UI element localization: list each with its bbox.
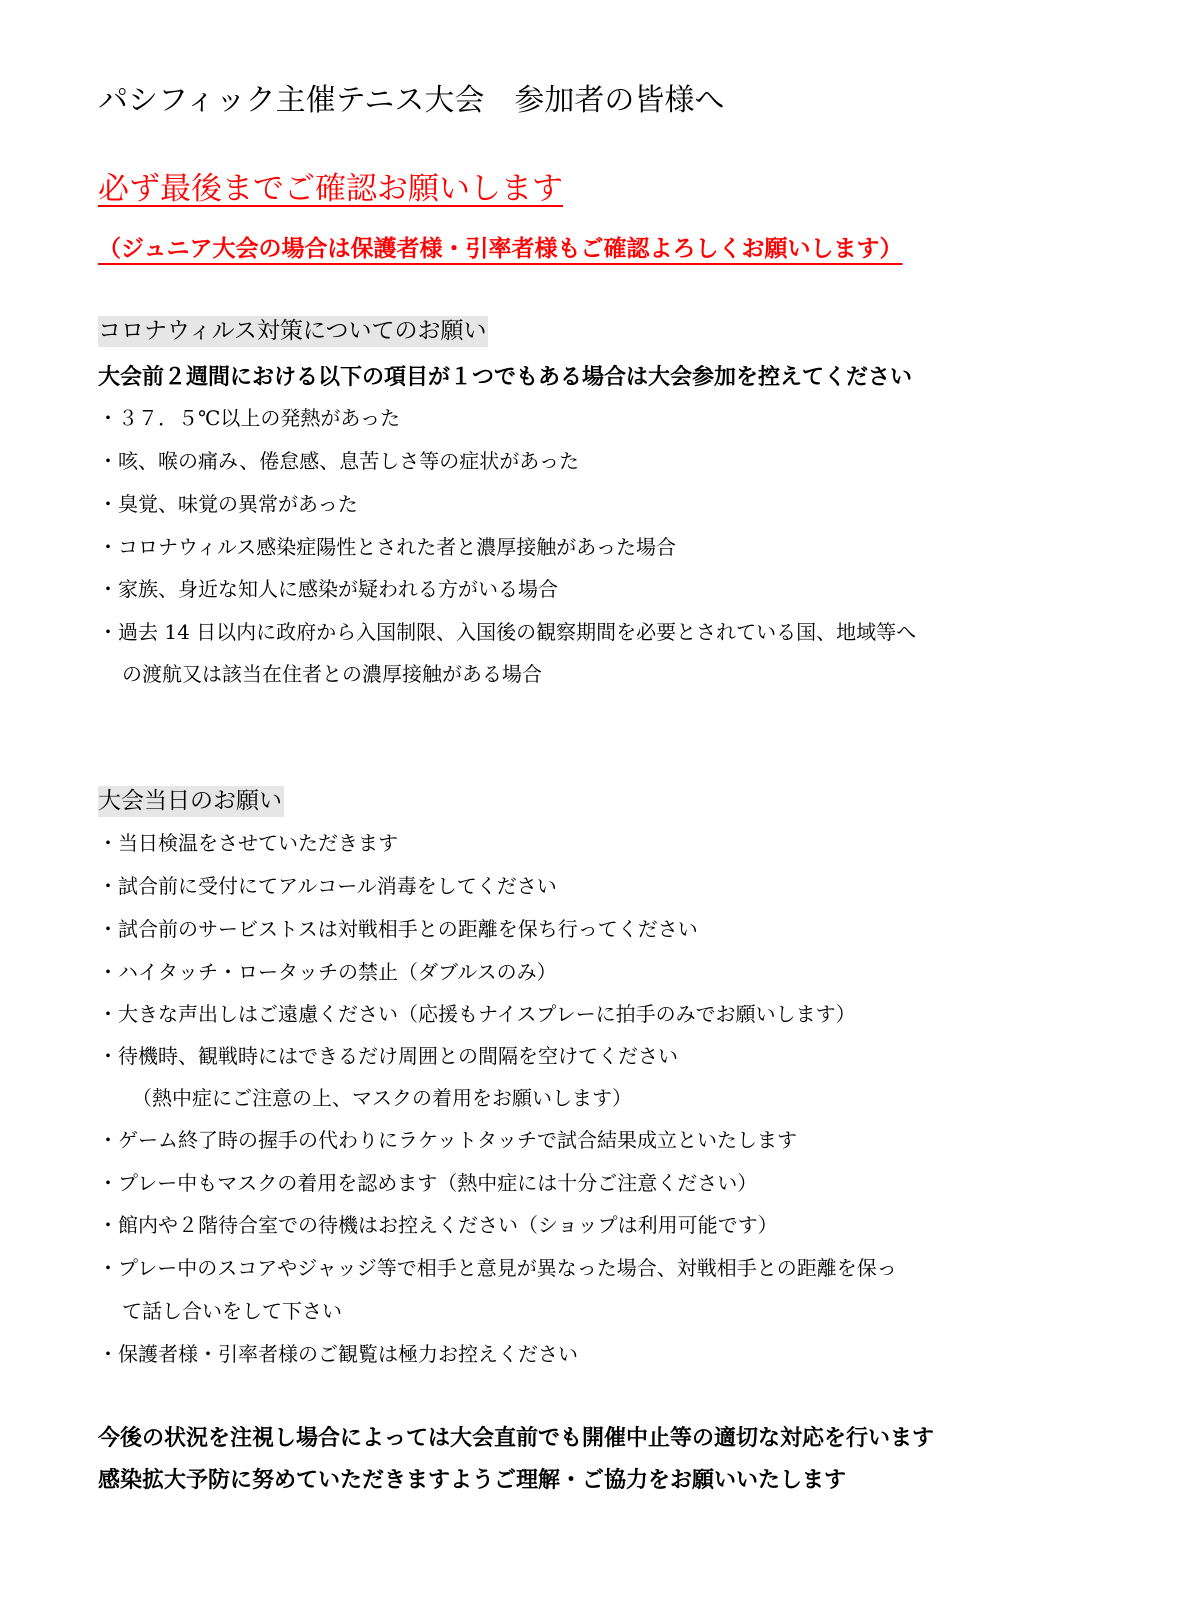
list-item: ・ゲーム終了時の握手の代わりにラケットタッチで試合結果成立といたします [98,1128,797,1152]
section-heading-event-day: 大会当日のお願い [98,786,284,817]
list-item: ・臭覚、味覚の異常があった [98,492,358,516]
notice-subline: （ジュニア大会の場合は保護者様・引率者様もご確認よろしくお願いします） [98,235,903,262]
list-item: ・待機時、観戦時にはできるだけ周囲との間隔を空けてください [98,1044,678,1068]
list-item: ・咳、喉の痛み、倦怠感、息苦しさ等の症状があった [98,449,579,473]
list-item-continuation: （熱中症にご注意の上、マスクの着用をお願いします） [132,1086,632,1110]
list-item: ・過去 14 日以内に政府から入国制限、入国後の観察期間を必要とされている国、地域等へ [98,620,917,644]
page-title: パシフィック主催テニス大会 参加者の皆様へ [98,83,725,118]
list-item: ・保護者様・引率者様のご観覧は極力お控えください [98,1342,578,1366]
list-item: ・ハイタッチ・ロータッチの禁止（ダブルスのみ） [98,960,557,984]
list-item-continuation: て話し合いをして下さい [122,1299,342,1323]
list-item: ・大きな声出しはご遠慮ください（応援もナイスプレーに拍手のみでお願いします） [98,1002,856,1026]
list-item-continuation: の渡航又は該当在住者との濃厚接触がある場合 [122,662,542,686]
section-intro: 大会前２週間における以下の項目が１つでもある場合は大会参加を控えてください [98,364,913,390]
list-item: ・試合前のサービストスは対戦相手との距離を保ち行ってください [98,917,698,941]
list-item: ・試合前に受付にてアルコール消毒をしてください [98,874,557,898]
list-item: ・館内や２階待合室での待機はお控えください（ショップは利用可能です） [98,1213,778,1237]
list-item: ・３７．５℃以上の発熱があった [98,406,401,430]
closing-line: 今後の状況を注視し場合によっては大会直前でも開催中止等の適切な対応を行います [98,1425,935,1451]
list-item: ・家族、身近な知人に感染が疑われる方がいる場合 [98,577,558,601]
list-item: ・プレー中のスコアやジャッジ等で相手と意見が異なった場合、対戦相手との距離を保っ [98,1256,897,1280]
list-item: ・コロナウィルス感染症陽性とされた者と濃厚接触があった場合 [98,535,676,559]
list-item: ・当日検温をさせていただきます [98,831,398,855]
list-item: ・プレー中もマスクの着用を認めます（熱中症には十分ご注意ください） [98,1171,758,1195]
section-heading-covid: コロナウィルス対策についてのお願い [98,316,488,347]
closing-line: 感染拡大予防に努めていただきますようご理解・ご協力をお願いいたします [98,1467,847,1493]
notice-headline: 必ず最後までご確認お願いします [98,171,563,207]
